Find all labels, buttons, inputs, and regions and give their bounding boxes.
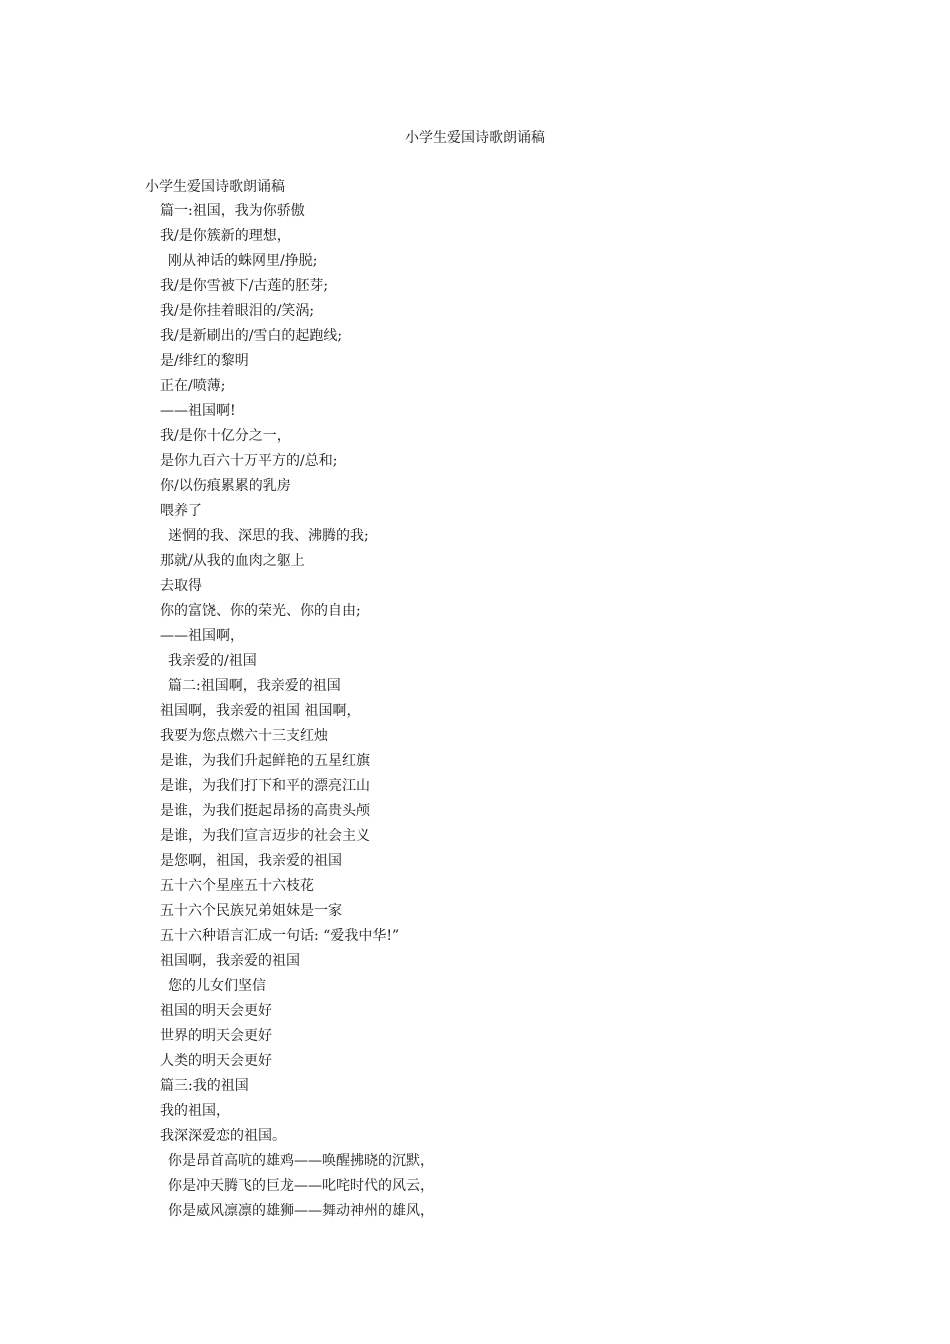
poem-line: 篇三:我的祖国 [160, 1078, 249, 1094]
poem-line: 你是冲天腾飞的巨龙——叱咤时代的风云， [168, 1178, 434, 1194]
poem-line: 我亲爱的/祖国 [168, 653, 257, 669]
poem-line: 是谁，为我们打下和平的漂亮江山 [160, 778, 370, 794]
poem-line: 我/是你雪被下/古莲的胚芽; [160, 278, 329, 294]
poem-line: 五十六种语言汇成一句话: “爱我中华!” [160, 928, 400, 944]
poem-line: 刚从神话的蛛网里/挣脱; [168, 253, 318, 269]
poem-line: 你/以伤痕累累的乳房 [160, 478, 291, 494]
poem-text [0, 201, 434, 1226]
poem-line: 是你九百六十万平方的/总和; [160, 453, 338, 469]
poem-line: 是您啊，祖国，我亲爱的祖国 [160, 853, 342, 869]
poem-line: 你的富饶、你的荣光、你的自由; [160, 603, 361, 619]
poem-line: 那就/从我的血肉之躯上 [160, 553, 305, 569]
poem-line: 我/是新刷出的/雪白的起跑线; [160, 328, 343, 344]
page-title: 小学生爱国诗歌朗诵稿 [405, 130, 545, 146]
poem-line: 五十六个星座五十六枝花 [160, 878, 314, 894]
poem-line: 世界的明天会更好 [160, 1028, 272, 1044]
poem-line: 篇一:祖国，我为你骄傲 [160, 203, 305, 219]
poem-line: ——祖国啊， [160, 628, 244, 644]
poem-line: 是谁，为我们升起鲜艳的五星红旗 [160, 753, 370, 769]
poem-line: 是谁，为我们挺起昂扬的高贵头颅 [160, 803, 370, 819]
poem-line: 迷惘的我、深思的我、沸腾的我; [168, 528, 369, 544]
poem-line: 篇二:祖国啊，我亲爱的祖国 [168, 678, 341, 694]
poem-line: 你是威风凛凛的雄狮——舞动神州的雄风， [168, 1203, 434, 1219]
poem-line: 您的儿女们坚信 [168, 978, 266, 994]
poem-line: 你是昂首高吭的雄鸡——唤醒拂晓的沉默， [168, 1153, 434, 1169]
poem-line: 祖国啊，我亲爱的祖国 祖国啊， [160, 703, 361, 719]
poem-line: 我的祖国， [160, 1103, 230, 1119]
poem-line: 是谁，为我们宣言迈步的社会主义 [160, 828, 370, 844]
poem-line: 去取得 [160, 578, 202, 594]
poem-line: 我/是你簇新的理想， [160, 228, 291, 244]
poem-line: 人类的明天会更好 [160, 1053, 272, 1069]
poem-line: 我/是你挂着眼泪的/笑涡; [160, 303, 315, 319]
poem-line: 五十六个民族兄弟姐妹是一家 [160, 903, 342, 919]
poem-line: 喂养了 [160, 503, 202, 519]
poem-line: 我要为您点燃六十三支红烛 [160, 728, 328, 744]
poem-line: 正在/喷薄; [160, 378, 226, 394]
poem-line: 祖国啊，我亲爱的祖国 [160, 953, 300, 969]
poem-line: ——祖国啊! [160, 403, 236, 419]
poem-line: 我深深爱恋的祖国。 [160, 1128, 286, 1144]
poem-line: 祖国的明天会更好 [160, 1003, 272, 1019]
poem-line: 我/是你十亿分之一， [160, 428, 291, 444]
document-heading: 小学生爱国诗歌朗诵稿 [145, 179, 285, 195]
poem-line: 是/绯红的黎明 [160, 353, 249, 369]
